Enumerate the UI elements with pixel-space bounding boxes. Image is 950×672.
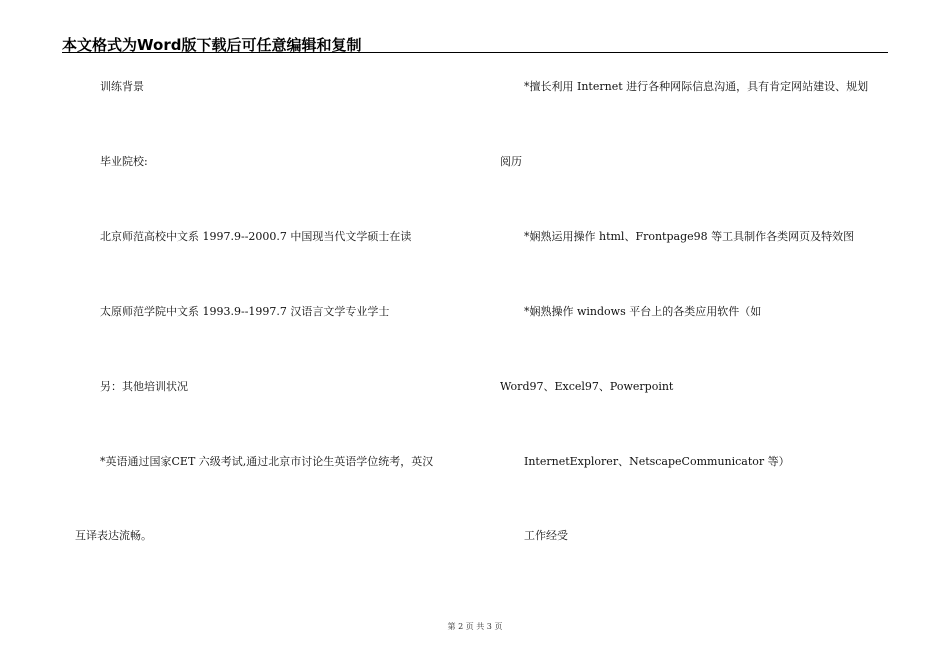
paragraph-line: *英语通过国家CET 六级考试,通过北京市讨论生英语学位统考，英汉 <box>100 455 434 468</box>
page-number-footer: 第 2 页 共 3 页 <box>447 622 503 631</box>
paragraph-line: 毕业院校: <box>100 155 148 168</box>
paragraph-line: *娴熟操作 windows 平台上的各类应用软件（如 <box>524 305 762 318</box>
paragraph-line: *擅长利用 Internet 进行各种网际信息沟通，具有肯定网站建设、规划 <box>524 80 869 93</box>
header-divider <box>62 52 888 53</box>
paragraph-line: *娴熟运用操作 html、Frontpage98 等工具制作各类网页及特效图 <box>524 230 855 243</box>
paragraph-line: InternetExplorer、NetscapeCommunicator 等） <box>524 455 790 468</box>
paragraph-line: Word97、Excel97、Powerpoint <box>500 380 674 393</box>
section-heading-training: 训练背景 <box>100 80 144 93</box>
section-heading-work: 工作经受 <box>524 529 568 542</box>
paragraph-line: 太原师范学院中文系 1993.9--1997.7 汉语言文学专业学士 <box>100 305 390 318</box>
paragraph-line: 阅历 <box>500 155 522 168</box>
paragraph-line: 另：其他培训状况 <box>100 380 188 393</box>
document-header-title: 本文格式为Word版下载后可任意编辑和复制 <box>62 36 362 54</box>
paragraph-line: 北京师范高校中文系 1997.9--2000.7 中国现当代文学硕士在读 <box>100 230 412 243</box>
paragraph-line: 互译表达流畅。 <box>75 529 152 542</box>
